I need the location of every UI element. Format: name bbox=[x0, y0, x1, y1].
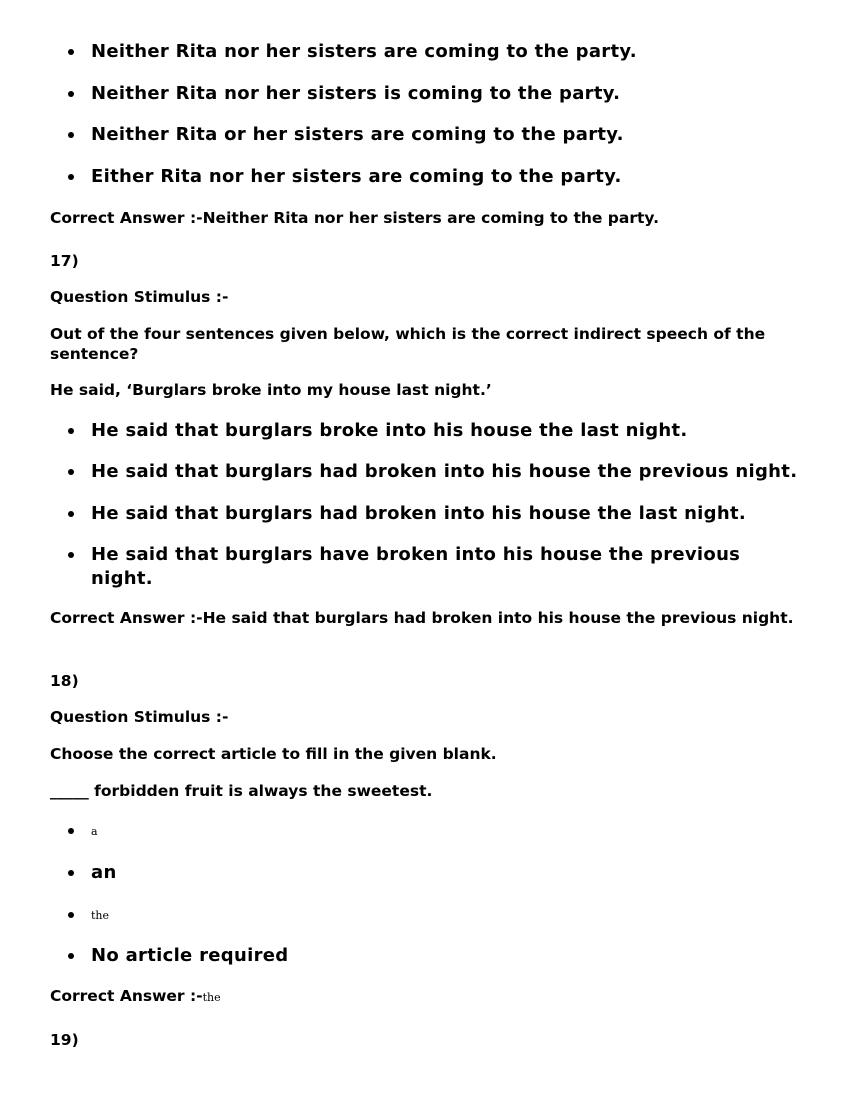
bullet-icon bbox=[68, 953, 74, 959]
correct-answer-value: the bbox=[202, 991, 221, 1004]
option-text: Either Rita nor her sisters are coming to the party. bbox=[91, 166, 622, 187]
q18-question-text: Choose the correct article to fill in the given blank. bbox=[50, 745, 497, 763]
option-text: the bbox=[91, 909, 110, 922]
correct-answer-label: Correct Answer :- bbox=[50, 209, 203, 227]
q18-number: 18) bbox=[50, 672, 79, 690]
bullet-icon bbox=[68, 132, 74, 138]
bullet-icon bbox=[68, 469, 74, 475]
q17-number: 17) bbox=[50, 252, 79, 270]
q19-number: 19) bbox=[50, 1031, 79, 1049]
q17-stimulus-label: Question Stimulus :- bbox=[50, 288, 229, 306]
correct-answer-label: Correct Answer :- bbox=[50, 609, 203, 627]
option-text: Neither Rita nor her sisters is coming to the party. bbox=[91, 83, 621, 104]
q17-correct-answer bbox=[50, 608, 810, 628]
q18-stimulus-label: Question Stimulus :- bbox=[50, 708, 229, 726]
correct-answer-value: Neither Rita nor her sisters are coming to the party. bbox=[202, 209, 659, 227]
q17-sentence: He said, ‘Burglars broke into my house last night.’ bbox=[50, 381, 492, 399]
q18-sentence: _____ forbidden fruit is always the sweetest. bbox=[50, 782, 433, 800]
correct-answer-label: Correct Answer :- bbox=[50, 987, 203, 1005]
bullet-icon bbox=[68, 552, 74, 558]
bullet-icon bbox=[68, 49, 74, 55]
bullet-icon bbox=[68, 174, 74, 180]
option-text: No article required bbox=[91, 945, 289, 966]
option-text: a bbox=[91, 825, 98, 838]
option-text: an bbox=[91, 862, 117, 883]
option-text: Neither Rita or her sisters are coming to the party. bbox=[91, 124, 624, 145]
option-text: He said that burglars broke into his house the last night. bbox=[91, 420, 688, 441]
bullet-icon bbox=[68, 912, 74, 918]
option-text: He said that burglars had broken into his house the previous night. bbox=[91, 461, 798, 482]
option-text: He said that burglars have broken into his house the previous night. bbox=[91, 544, 741, 589]
option-text: He said that burglars had broken into his house the last night. bbox=[91, 503, 746, 524]
bullet-icon bbox=[68, 870, 74, 876]
q17-question-text: Out of the four sentences given below, which is the correct indirect speech of the sentence? bbox=[50, 325, 766, 363]
option-text: Neither Rita nor her sisters are coming to the party. bbox=[91, 41, 637, 62]
bullet-icon bbox=[68, 828, 74, 834]
q16-correct-answer bbox=[50, 208, 659, 228]
correct-answer-value: He said that burglars had broken into his house the previous night. bbox=[202, 609, 794, 627]
bullet-icon bbox=[68, 511, 74, 517]
bullet-icon bbox=[68, 91, 74, 97]
q18-correct-answer bbox=[50, 986, 221, 1008]
bullet-icon bbox=[68, 428, 74, 434]
